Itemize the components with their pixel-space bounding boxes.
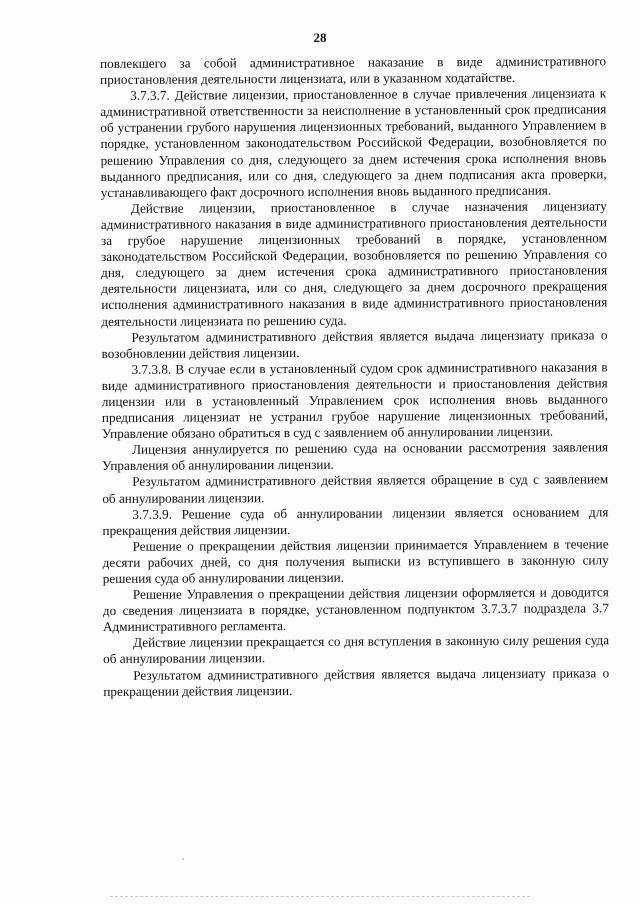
paragraph-termination-notice: Решение Управления о прекращении действия лицензии оформляется и доводится до сведения лицензиата в порядке, установленном подпунктом 3.7.3.7 подраздела 3.7 Административного регламента. [102, 584, 609, 635]
paragraph-result-court-appeal: Результатом административного действия является обращение в суд с заявлением об аннулировании лицензии. [102, 471, 609, 506]
paragraph-suspension-penalty: Действие лицензии, приостановленное в случае назначения лицензиату административного наказания в виде административного приостановления деятельности за грубое нарушение лицензионных требований в порядке, установленном законодательством Российской Федерации, возобновляется по решению Управления со дня, следующего за днем истечения срока административного приостановления деятельности лицензиата, или со дня, следующего за днем досрочного прекращения исполнения административного наказания в виде административного приостановления деятельности лицензиата по решению суда. [100, 198, 608, 329]
paragraph-termination-effective: Действие лицензии прекращается со дня вступления в законную силу решения суда об аннулировании лицензии. [103, 632, 610, 667]
page-number: 28 [313, 30, 327, 45]
paragraph-termination-decision: Решение о прекращении действия лицензии принимается Управлением в течение десяти рабочих дней, со дня получения выписки из вступившего в законную силу решения суда об аннулировании лицензии. [102, 536, 609, 586]
paragraph-annulment-court: Лицензия аннулируется по решению суда на основании рассмотрения заявления Управления об аннулировании лицензии. [102, 439, 609, 474]
paragraph-result-termination: Результатом административного действия является выдача лицензиату приказа о прекращении действия лицензии. [103, 664, 610, 699]
scan-speck [182, 858, 184, 860]
paragraph-3-7-3-8: 3.7.3.8. В случае если в установленный судом срок административного наказания в виде административного приостановления деятельности и приостановления действия лицензии или в установленный Управлением срок исполнения вновь выданного предписания лицензиат не устранил грубое нарушение лицензионных требований, Управление обязано обратиться в суд с заявлением об аннулировании лицензии. [101, 359, 608, 442]
paragraph-3-7-3-7: 3.7.3.7. Действие лицензии, приостановленное в случае привлечения лицензиата к административной ответственности за неисполнение в установленный срок предписания об устранении грубого нарушения лицензионных требований, выданного Управлением в порядке, установленном законодательством Российской Федерации, возобновляется по решению Управления со дня, следующего за днем истечения срока исполнения вновь выданного предписания, или со дня, следующего за днем подписания акта проверки, устанавливающего факт досрочного исполнения вновь выданного предписания. [100, 85, 607, 200]
paragraph-3-7-3-9: 3.7.3.9. Решение суда об аннулировании лицензии является основанием для прекращения действия лицензии. [102, 503, 609, 538]
document-body [100, 53, 609, 699]
paragraph-continuation: повлекшего за собой административное наказание в виде административного приостановления деятельности лицензиата, или в указанном ходатайстве. [100, 53, 607, 88]
paragraph-result-resumption: Результатом административного действия является выдача лицензиату приказа о возобновлении действия лицензии. [101, 326, 608, 361]
scan-edge-line [110, 896, 530, 897]
